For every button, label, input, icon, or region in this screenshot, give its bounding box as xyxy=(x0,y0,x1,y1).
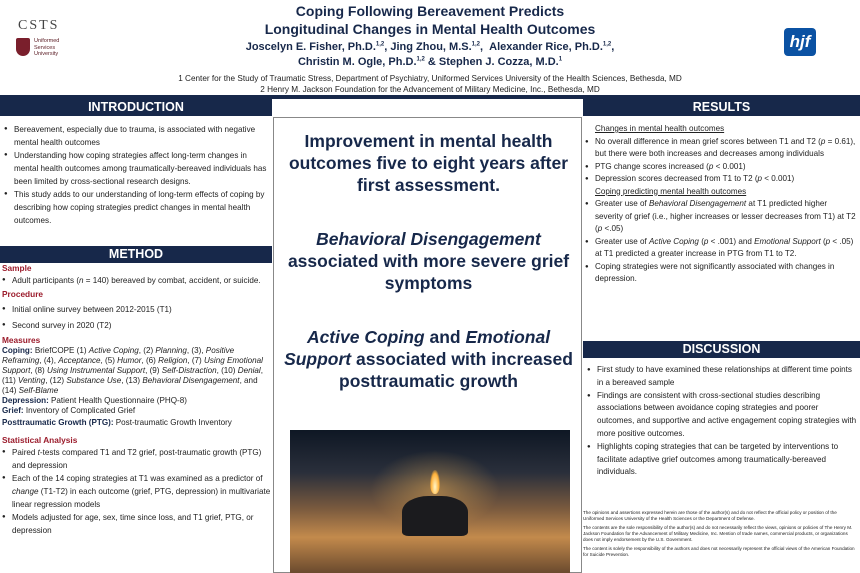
disclaimer-afsp: The content is solely the responsibility of the authors and does not necessarily represent the official views of the American Foundation for Suicide Prevention. xyxy=(583,546,855,557)
affiliation-2: 2 Henry M. Jackson Foundation for the Advancement of Military Medicine, Inc., Bethesda, MD xyxy=(260,85,600,94)
ptg-measure: Posttraumatic Growth (PTG): Post-traumatic Growth Inventory xyxy=(2,418,232,427)
stats-bullet: ● Each of the 14 coping strategies at T1 was examined as a predictor of change (T1-T2) in each outcome (grief, PTG, depression) in multivariate linear regression models xyxy=(2,472,272,511)
usu-logo-text: Uniformed Services University xyxy=(34,38,60,57)
discussion-bullet: ● First study to have examined these relationships at different time points in a bereaved sample xyxy=(587,364,857,390)
results-sub-coping: Coping predicting mental health outcomes xyxy=(595,186,747,196)
discussion-bullet: ● Highlights coping strategies that can be targeted by interventions to facilitate adaptive grief outcomes among traumatically-bereaved individuals. xyxy=(587,441,857,479)
depression-measure: Depression: Patient Health Questionnaire (PHQ-8) xyxy=(2,396,187,405)
csts-logo-text: CSTS xyxy=(18,18,60,33)
measures-heading: Measures xyxy=(2,335,41,345)
procedure-heading: Procedure xyxy=(2,289,44,299)
authors-line1: Joscelyn E. Fisher, Ph.D.$^{1,2}$, Jing Zhou, M.S.$^{1,2}$, Alexander Rice, Ph.D.$^{1,2}$, xyxy=(245,41,615,53)
candle-photo xyxy=(290,430,570,573)
disclaimer xyxy=(583,510,858,561)
hjf-logo: hjf xyxy=(784,28,816,56)
discussion-heading: DISCUSSION xyxy=(583,341,860,358)
candle-flame-icon xyxy=(430,470,440,494)
results-bullet: ● No overall difference in mean grief scores between T1 and T2 (p = 0.61), but there were both increases and decreases among individuals xyxy=(585,136,857,161)
finding-active-coping: Active Coping and Emotional Support associated with increased posttraumatic growth xyxy=(284,327,573,391)
results-bullet: ● Depression scores decreased from T1 to T2 (p < 0.001) xyxy=(585,173,857,186)
disclaimer-usu: The opinions and assertions expressed herein are those of the author(s) and do not reflect the official policy or position of the Uniformed Services University of the Health Sciences or the Department of Defense. xyxy=(583,510,837,521)
introduction-list xyxy=(4,123,270,227)
sample-heading: Sample xyxy=(2,263,32,273)
results-bullet: ● Coping strategies were not significantly associated with changes in depression. xyxy=(585,261,857,286)
discussion-list xyxy=(587,364,857,479)
stats-bullet: ● Paired t-tests compared T1 and T2 grief, post-traumatic growth (PTG) and depression xyxy=(2,446,272,472)
introduction-heading: INTRODUCTION xyxy=(0,99,272,116)
method-body xyxy=(2,263,272,537)
results-bullet: ● PTG change scores increased (p < 0.001) xyxy=(585,161,857,174)
results-bullet: ● Greater use of Active Coping (p < .001) and Emotional Support (p < .05) at T1 predicted a greater increase in PTG from T1 to T2. xyxy=(585,236,857,261)
procedure-bullet: ● Initial online survey between 2012-2015 (T1) xyxy=(2,303,272,316)
results-body xyxy=(585,123,857,286)
stats-bullet: ● Models adjusted for age, sex, time since loss, and T1 grief, PTG, or depression xyxy=(2,511,272,537)
procedure-bullet: ● Second survey in 2020 (T2) xyxy=(2,319,272,332)
intro-bullet: ● Bereavement, especially due to trauma, is associated with negative mental health outcomes xyxy=(4,123,270,149)
sample-bullet: ● Adult participants (n = 140) bereaved by combat, accident, or suicide. xyxy=(2,274,272,287)
csts-logo xyxy=(8,18,78,68)
finding-disengagement: Behavioral Disengagement associated with more severe grief symptoms xyxy=(287,229,570,293)
results-bullet: ● Greater use of Behavioral Disengagement at T1 predicted higher severity of grief (i.e., higher increases or lesser decreases from T1) at T2 (p <.05) xyxy=(585,198,857,236)
results-sub-changes: Changes in mental health outcomes xyxy=(595,124,725,133)
results-heading: RESULTS xyxy=(583,99,860,116)
candle-holder xyxy=(402,496,468,536)
poster-title-line2: Longitudinal Changes in Mental Health Outcomes xyxy=(264,21,596,37)
method-heading: METHOD xyxy=(0,246,272,263)
finding-improvement: Improvement in mental health outcomes five to eight years after first assessment. xyxy=(288,131,569,195)
authors-line2: Christin M. Ogle, Ph.D.$^{1,2}$ & Stephen J. Cozza, M.D.$^1$ xyxy=(297,56,563,68)
stats-heading: Statistical Analysis xyxy=(2,435,78,445)
intro-bullet: ● This study adds to our understanding of long-term effects of coping by describing how coping strategies predict changes in mental health outcomes. xyxy=(4,188,270,227)
grief-measure: Grief: Inventory of Complicated Grief xyxy=(2,406,136,415)
discussion-bullet: ● Findings are consistent with cross-sectional studies describing associations between avoidance coping strategies and poorer outcomes, and supportive and active engagement coping strategies with more positive outcomes. xyxy=(587,390,857,441)
disclaimer-hjf: The contents are the sole responsibility of the author(s) and do not necessarily reflect the views, opinions or policies of The Henry M. Jackson Foundation for the Advancement of Military Medicine, Inc. Mention of trade names, commercial products, or organizations does not imply endorsement by the U.S. Government. xyxy=(583,525,853,542)
poster-title-line1: Coping Following Bereavement Predicts xyxy=(295,3,565,19)
coping-measure: Coping: BriefCOPE (1) Active Coping, (2) Planning, (3), Positive Reframing, (4), Acceptance, (5) Humor, (6) Religion, (7) Using Emotional Support, (8) Using Instrumental Support, (9) Self-Distraction, (10) Denial, (11) Venting, (12) Substance Use, (13) Behavioral Disengagement, and (14) Self-Blame xyxy=(2,346,263,395)
usu-shield-icon xyxy=(16,38,30,56)
intro-bullet: ● Understanding how coping strategies affect long-term changes in mental health outcomes among traumatically-bereaved individuals has been limited by cross-sectional research designs. xyxy=(4,149,270,188)
affiliation-1: 1 Center for the Study of Traumatic Stress, Department of Psychiatry, Uniformed Services University of the Health Sciences, Bethesda, MD xyxy=(178,74,682,83)
